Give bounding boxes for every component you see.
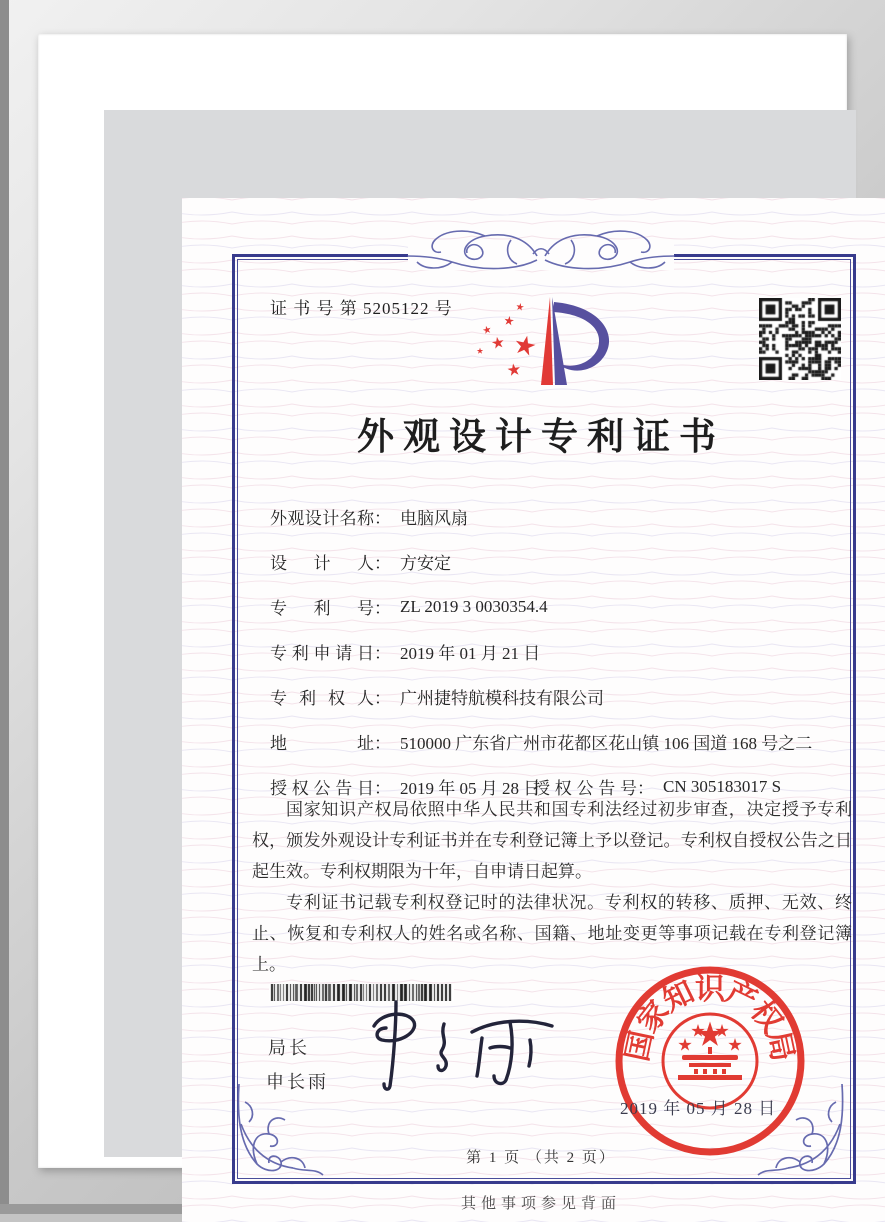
- signer-title: 局长: [268, 1038, 310, 1058]
- signer-name: 申长雨: [266, 1072, 329, 1092]
- field-value: CN 305183017 S: [663, 776, 782, 796]
- field-grant-date: 授权公告日 ： 2019 年 05 月 28 日 授权公告号 ： CN 305183017 S: [270, 764, 850, 809]
- field-patent-number: 专利号 ： ZL 2019 3 0030354.4: [270, 584, 850, 629]
- field-label: 授权公告号: [533, 779, 637, 798]
- field-designer: 设计人 ： 方安定: [270, 539, 850, 584]
- field-label: 专利号: [270, 599, 374, 618]
- field-label: 地址: [270, 734, 374, 753]
- field-value: 2019 年 05 月 28 日: [400, 779, 541, 798]
- certificate-title: 外观设计专利证书: [357, 417, 725, 458]
- field-value: 510000 广东省广州市花都区花山镇 106 国道 168 号之二: [400, 734, 813, 753]
- svg-text:识: 识: [695, 973, 725, 1006]
- svg-text:国: 国: [620, 1028, 660, 1065]
- field-label: 授权公告日: [270, 779, 374, 798]
- certificate-number: 证 书 号 第 5205122 号: [270, 299, 453, 318]
- legal-paragraph-2: 专利证书记载专利权登记时的法律状况。专利权的转移、质押、无效、终止、恢复和专利权人的姓名或名称、国籍、地址变更等事项记载在专利登记簿上。: [252, 893, 852, 974]
- field-value: ZL 2019 3 0030354.4: [400, 596, 548, 616]
- svg-text:产: 产: [720, 975, 763, 1019]
- certificate-paper: [182, 198, 885, 1222]
- certificate-content: [182, 198, 885, 1222]
- field-label: 专利权人: [270, 689, 374, 708]
- svg-text:知: 知: [657, 975, 700, 1019]
- field-value: 电脑风扇: [400, 509, 468, 528]
- svg-text:权: 权: [744, 995, 789, 1039]
- field-filing-date: 专利申请日 ： 2019 年 01 月 21 日: [270, 629, 850, 674]
- field-list: [270, 494, 850, 809]
- field-value: 方安定: [400, 554, 451, 573]
- frame-edge-left: [0, 0, 9, 1214]
- qr-code-icon: [759, 298, 841, 380]
- seal-date: 2019 年 05 月 28 日: [620, 1099, 777, 1118]
- cnipa-logo-icon: [462, 288, 634, 399]
- field-grant-number: 授权公告号 ： CN 305183017 S: [533, 764, 781, 809]
- svg-text:局: 局: [760, 1028, 800, 1065]
- field-label: 设计人: [270, 554, 374, 573]
- field-address: 地址 ： 510000 广东省广州市花都区花山镇 106 国道 168 号之二: [270, 719, 850, 764]
- back-note: 其他事项参见背面: [460, 1196, 621, 1212]
- svg-text:家: 家: [631, 995, 676, 1039]
- legal-text: [252, 794, 852, 980]
- frame-mat: [38, 34, 852, 1212]
- page-number: 第 1 页 （共 2 页）: [466, 1150, 616, 1166]
- field-label: 外观设计名称: [270, 509, 374, 528]
- field-value: 广州捷特航模科技有限公司: [400, 689, 604, 708]
- mat-opening: [104, 110, 856, 1212]
- legal-paragraph-1: 国家知识产权局依照中华人民共和国专利法经过初步审查，决定授予专利权，颁发外观设计专利证书并在专利登记簿上予以登记。专利权自授权公告之日起生效。专利权期限为十年，自申请日起算。: [252, 800, 852, 881]
- field-value: 2019 年 01 月 21 日: [400, 644, 541, 663]
- field-design-name: 外观设计名称 ： 电脑风扇: [270, 494, 850, 539]
- field-patentee: 专利权人 ： 广州捷特航模科技有限公司: [270, 674, 850, 719]
- field-label: 专利申请日: [270, 644, 374, 663]
- official-seal-icon: [612, 963, 808, 1159]
- signature-icon: [360, 996, 570, 1101]
